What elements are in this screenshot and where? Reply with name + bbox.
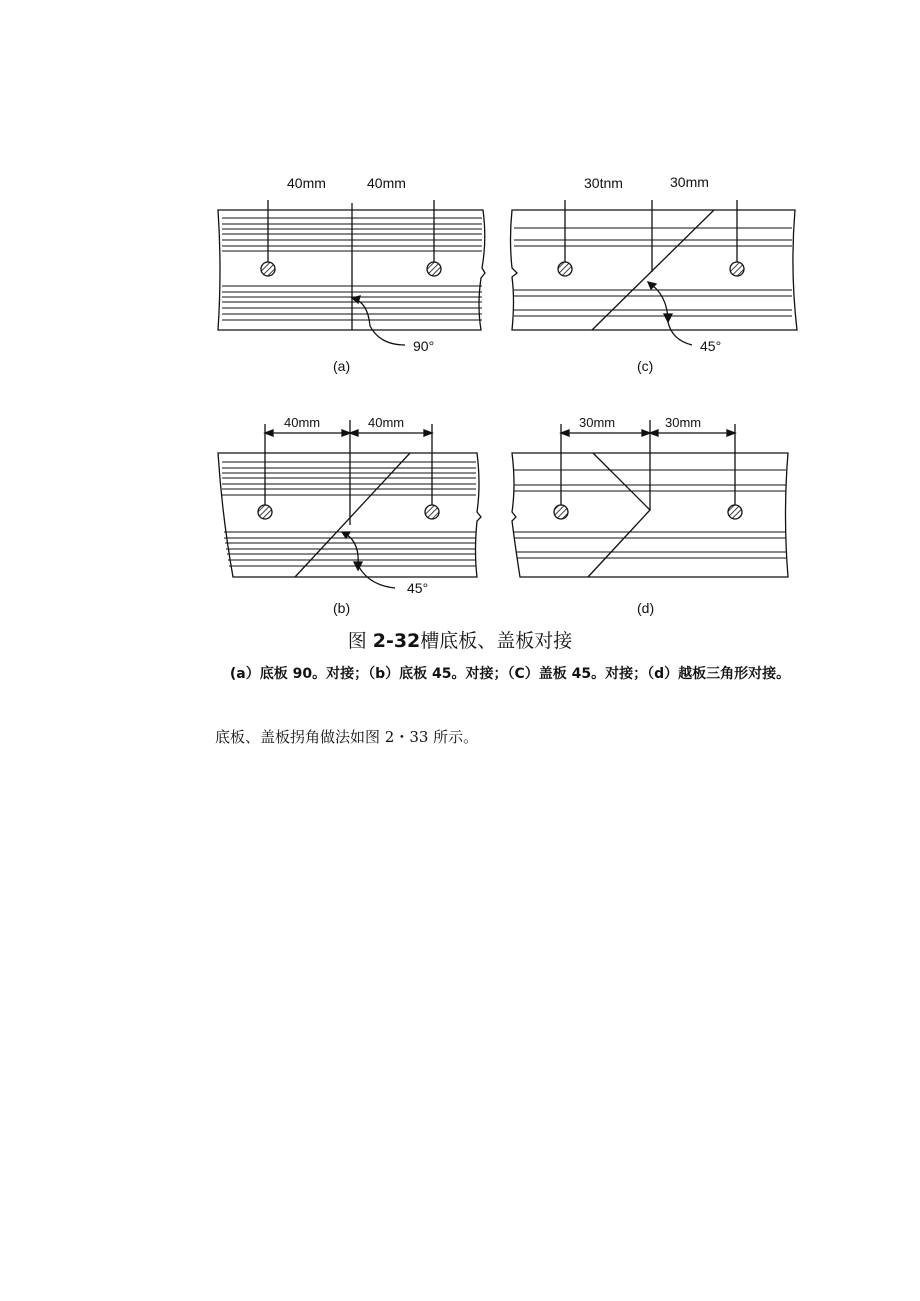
panel-c [511,200,798,345]
panel-a-dim-right: 40mm [367,175,406,191]
panel-d [512,420,788,577]
caption-prefix: 图 [347,630,373,652]
panel-a [218,200,485,345]
bolt-icon [425,505,439,519]
panel-a-dim-left: 40mm [287,175,326,191]
body-paragraph: 底板、盖板拐角做法如图 2・33 所示。 [215,728,479,746]
caption-title: 槽底板、盖板对接 [420,630,573,652]
bolt-icon [427,262,441,276]
figure-caption [0,626,920,653]
panel-b-label: (b) [333,600,351,616]
panel-d-label: (d) [637,600,655,616]
panel-c-label: (c) [637,358,654,374]
figure-subcaption: (a）底板 90。对接；（b）底板 45。对接；（C）盖板 45。对接；（d）越板三角形对接。 [229,666,791,682]
bolt-icon [261,262,275,276]
panel-a-label: (a) [333,358,351,374]
panel-c-angle: 45° [700,338,722,354]
panel-c-grooves [514,228,792,316]
panel-b-angle: 45° [407,580,429,596]
bolt-icon [258,505,272,519]
bolt-icon [554,505,568,519]
panel-a-angle: 90° [413,338,435,354]
panel-b-joint-line [295,453,410,577]
panel-a-angle-leader [352,298,405,345]
bolt-icon [728,505,742,519]
panel-b-dim-right: 40mm [368,415,405,430]
bolt-icon [730,262,744,276]
panel-d-dim-left: 30mm [579,415,616,430]
bolt-icon [558,262,572,276]
panel-b-dim-left: 40mm [284,415,321,430]
panel-b [218,420,481,588]
panel-c-dim-right: 30mm [670,174,709,190]
panel-d-dim-right: 30mm [665,415,702,430]
caption-number: 2-32 [372,630,421,652]
figure-2-32 [0,0,920,630]
butt-joint-diagram [0,0,920,630]
panel-c-dim-left: 30tnm [584,175,623,191]
